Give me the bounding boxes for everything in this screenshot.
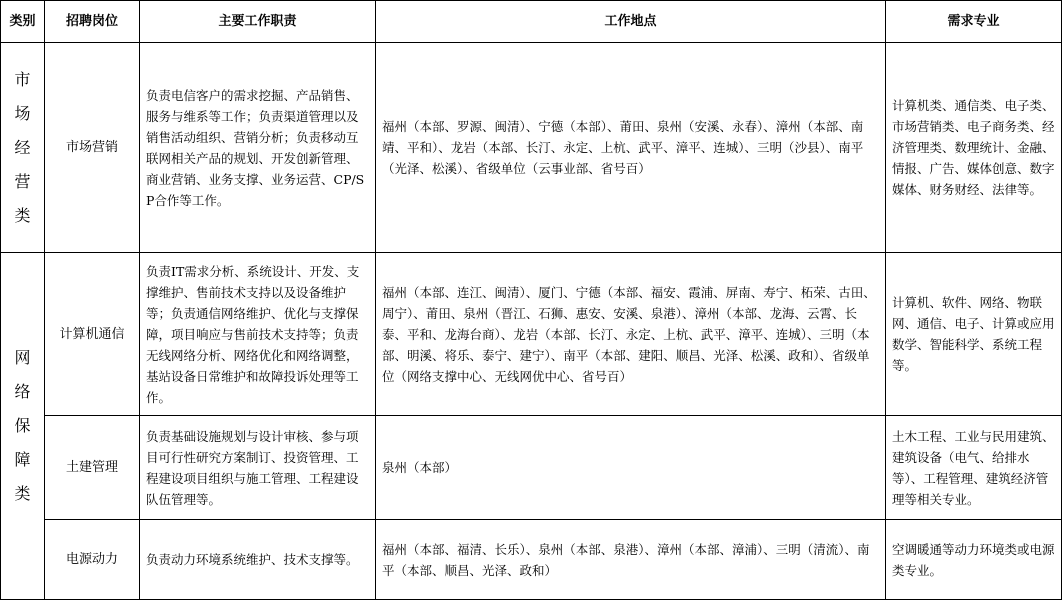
header-row bbox=[1, 1, 1062, 43]
position-cell: 计算机通信 bbox=[45, 253, 140, 416]
header-category: 类别 bbox=[1, 1, 45, 43]
table-row bbox=[1, 253, 1062, 416]
header-position: 招聘岗位 bbox=[45, 1, 140, 43]
location-cell: 福州（本部、罗源、闽清）、宁德（本部）、莆田、泉州（安溪、永春）、漳州（本部、南靖、平和）、龙岩（本部、长汀、永定、上杭、武平、漳平、连城）、三明（沙县）、南平（光泽、松溪）、省级单位（云事业部、省号百） bbox=[376, 43, 886, 253]
duties-cell: 负责基础设施规划与设计审核、参与项目可行性研究方案制订、投资管理、工程建设项目组织与施工管理、工程建设队伍管理等。 bbox=[140, 416, 376, 520]
location-cell: 福州（本部、福清、长乐）、泉州（本部、泉港）、漳州（本部、漳浦）、三明（清流）、南平（本部、顺昌、光泽、政和） bbox=[376, 520, 886, 600]
position-cell: 电源动力 bbox=[45, 520, 140, 600]
major-cell: 空调暖通等动力环境类或电源类专业。 bbox=[886, 520, 1062, 600]
location-cell: 福州（本部、连江、闽清）、厦门、宁德（本部、福安、霞浦、屏南、寿宁、柘荣、古田、周宁）、莆田、泉州（晋江、石狮、惠安、安溪、泉港）、漳州（本部、龙海、云霄、长泰、平和、龙海台商）、龙岩（本部、长汀、永定、上杭、武平、漳平、连城）、三明（本部、明溪、将乐、泰宁、建宁）、南平（本部、建阳、顺昌、光泽、松溪、政和）、省级单位（网络支撑中心、无线网优中心、省号百） bbox=[376, 253, 886, 416]
table-row bbox=[1, 416, 1062, 520]
category-cell: 市 场 经 营 类 bbox=[1, 43, 45, 253]
table-row bbox=[1, 43, 1062, 253]
major-cell: 土木工程、工业与民用建筑、建筑设备（电气、给排水等）、工程管理、建筑经济管理等相关专业。 bbox=[886, 416, 1062, 520]
duties-cell: 负责动力环境系统维护、技术支撑等。 bbox=[140, 520, 376, 600]
position-cell: 土建管理 bbox=[45, 416, 140, 520]
duties-cell: 负责IT需求分析、系统设计、开发、支撑维护、售前技术支持以及设备维护等；负责通信网络维护、优化与支撑保障，项目响应与售前技术支持等；负责无线网络分析、网络优化和网络调整，基站设备日常维护和故障投诉处理等工作。 bbox=[140, 253, 376, 416]
header-duties: 主要工作职责 bbox=[140, 1, 376, 43]
table-row bbox=[1, 520, 1062, 600]
major-cell: 计算机类、通信类、电子类、市场营销类、电子商务类、经济管理类、数理统计、金融、情报、广告、媒体创意、数字媒体、财务财经、法律等。 bbox=[886, 43, 1062, 253]
major-cell: 计算机、软件、网络、物联网、通信、电子、计算或应用数学、智能科学、系统工程等。 bbox=[886, 253, 1062, 416]
location-cell: 泉州（本部） bbox=[376, 416, 886, 520]
category-cell: 网 络 保 障 类 bbox=[1, 253, 45, 600]
duties-cell: 负责电信客户的需求挖掘、产品销售、服务与维系等工作；负责渠道管理以及销售活动组织、营销分析；负责移动互联网相关产品的规划、开发创新管理、商业营销、业务支撑、业务运营、CP/SP合作等工作。 bbox=[140, 43, 376, 253]
header-location: 工作地点 bbox=[376, 1, 886, 43]
position-cell: 市场营销 bbox=[45, 43, 140, 253]
header-major: 需求专业 bbox=[886, 1, 1062, 43]
